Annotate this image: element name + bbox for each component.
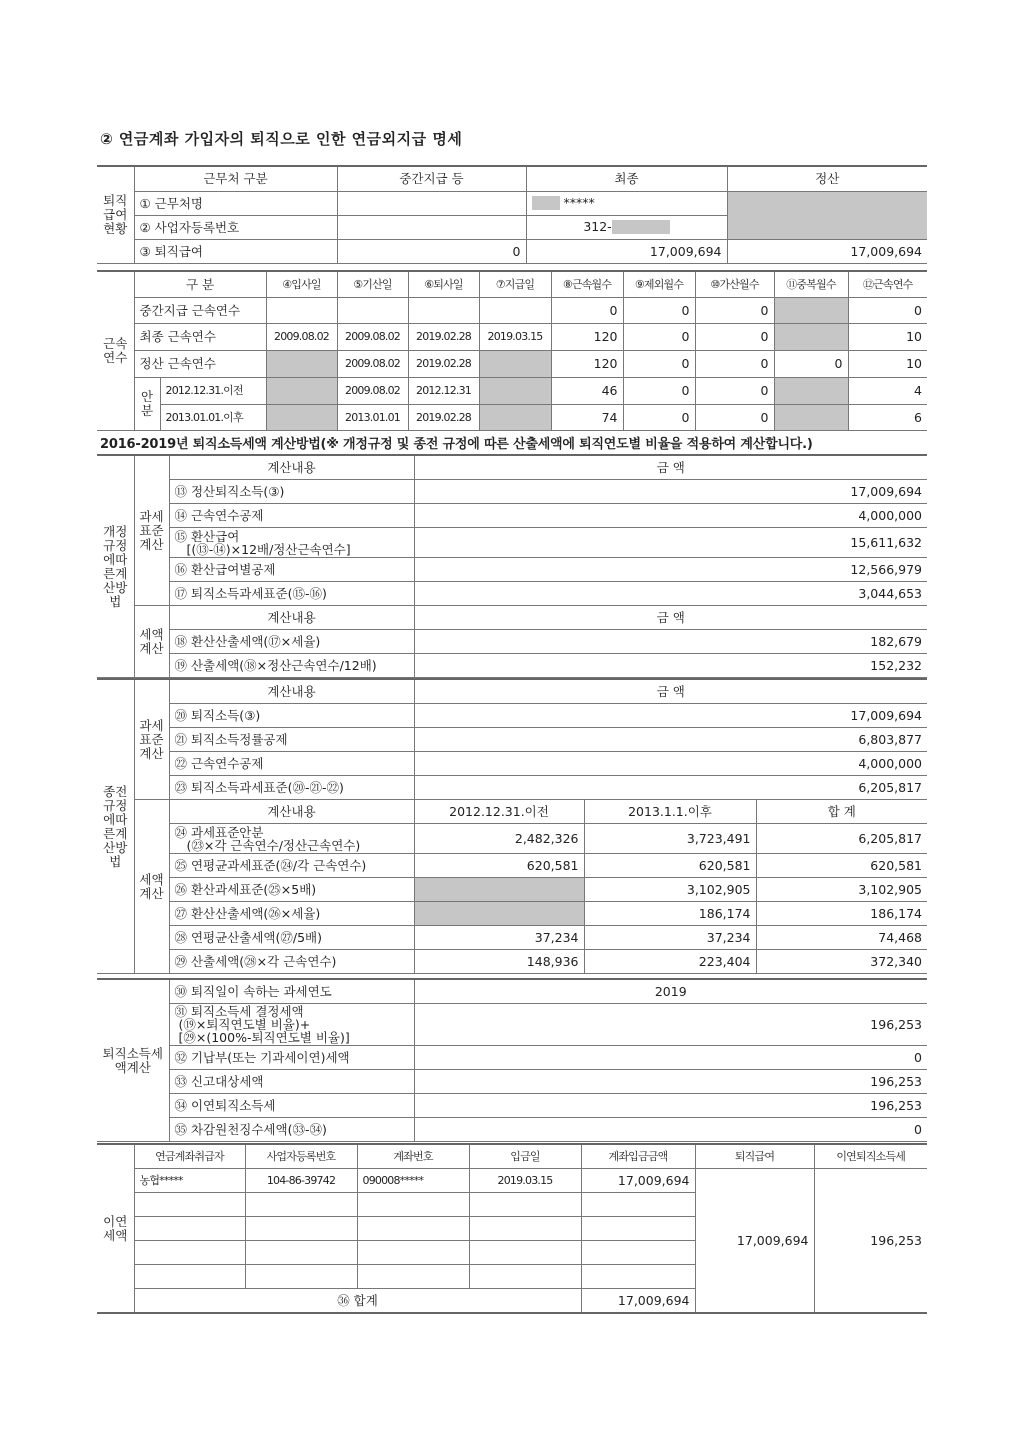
service-cell: 120 [551, 350, 623, 377]
sec2-head-category: 구 분 [134, 271, 266, 297]
calc-sum: 3,102,905 [756, 878, 927, 902]
calc-label [169, 824, 414, 854]
calc-label: ㉝ 신고대상세액 [169, 1070, 414, 1094]
empty-cell [357, 1265, 469, 1289]
shaded-cell [479, 404, 551, 430]
empty-cell [469, 1193, 581, 1217]
form-title: ② 연금계좌 가입자의 퇴직으로 인한 연금외지급 명세 [100, 130, 463, 148]
calc-label [169, 528, 414, 558]
workplace-name-label: ① 근무처명 [134, 191, 337, 215]
calc-label: ⑰ 퇴직소득과세표준(⑮-⑯) [169, 582, 414, 606]
shaded-cell [414, 878, 584, 902]
retirement-pay-label: ③ 퇴직급여 [134, 239, 337, 263]
service-cell: 4 [848, 377, 927, 404]
calc-value: 3,044,653 [414, 582, 927, 606]
empty-cell [581, 1193, 695, 1217]
calc-after: 186,174 [584, 902, 756, 926]
calc-label: ㉙ 산출세액(㉘×각 근속연수) [169, 950, 414, 974]
business-number-final [526, 215, 727, 239]
service-cell: 2009.08.02 [266, 323, 337, 350]
calc-value: 152,232 [414, 654, 927, 678]
calc-label [169, 1004, 414, 1046]
shaded-cell [774, 323, 848, 350]
retirement-pay-calc: 17,009,694 [727, 239, 927, 263]
empty-cell [245, 1193, 357, 1217]
calc-label-line2: (㉓×각 근속연수/정산근속연수) [186, 837, 361, 853]
empty-cell [581, 1241, 695, 1265]
sec2-head-pay: ⑦지급일 [479, 271, 551, 297]
shaded-cell [774, 377, 848, 404]
sec4-sub1-label: 과세표준계산 [134, 679, 169, 800]
revised-rule-table [97, 454, 927, 678]
calc-value: 0 [414, 1046, 927, 1070]
service-cell: 0 [774, 350, 848, 377]
shaded-cell [266, 377, 337, 404]
calc-label: ⑳ 퇴직소득(③) [169, 704, 414, 728]
empty-cell [469, 1217, 581, 1241]
shaded-cell [479, 350, 551, 377]
calc-label: ⑬ 정산퇴직소득(③) [169, 480, 414, 504]
sec6-side-label: 이연세액 [97, 1144, 134, 1313]
head-retire-pay: 퇴직급여 [695, 1144, 814, 1169]
total-value: 17,009,694 [581, 1289, 695, 1314]
business-number-final-value: 312- [583, 218, 612, 234]
service-cell: 0 [695, 323, 774, 350]
service-cell: 0 [695, 404, 774, 430]
service-cell: 2009.08.02 [337, 350, 408, 377]
empty-cell [134, 1193, 245, 1217]
calc-value: 196,253 [414, 1070, 927, 1094]
sec1-head-calc: 정산 [727, 166, 927, 191]
service-cell: 0 [623, 377, 695, 404]
calc-value: 196,253 [414, 1094, 927, 1118]
service-row-label: 2012.12.31.이전 [160, 377, 266, 404]
calc-label: ㉕ 연평균과세표준(㉔/각 근속연수) [169, 854, 414, 878]
sec1-side-label: 퇴직급여현황 [97, 166, 134, 263]
calc-label: ⑱ 환산산출세액(⑰×세율) [169, 630, 414, 654]
retirement-pay-final: 17,009,694 [526, 239, 727, 263]
calc-label: ㉘ 연평균산출세액(㉗/5배) [169, 926, 414, 950]
business-number-mid [337, 215, 526, 239]
shaded-cell [266, 404, 337, 430]
deposit-date: 2019.03.15 [469, 1169, 581, 1193]
calc-value: 4,000,000 [414, 752, 927, 776]
retirement-pay-status-table [97, 165, 927, 264]
service-years-table [97, 270, 927, 431]
workplace-name-final [526, 191, 727, 215]
empty-cell [134, 1265, 245, 1289]
service-cell: 0 [848, 297, 927, 323]
deferred-tax-table [97, 1143, 927, 1314]
calc-after: 3,723,491 [584, 824, 756, 854]
empty-cell [134, 1241, 245, 1265]
calc-label-line1: ㉔ 과세표준안분 [174, 824, 264, 840]
sec4-head2-sum: 합 계 [756, 800, 927, 824]
deferred-tax-value: 196,253 [814, 1169, 927, 1314]
retirement-tax-calc-table [97, 978, 927, 1142]
sec4-col-calc: 계산내용 [169, 679, 414, 704]
empty-cell [134, 1217, 245, 1241]
service-cell: 10 [848, 323, 927, 350]
sec2-head-years: ⑫근속연수 [848, 271, 927, 297]
empty-cell [469, 1265, 581, 1289]
calc-label: ㉟ 차감원천징수세액(㉝-㉞) [169, 1118, 414, 1142]
service-cell: 2019.03.15 [479, 323, 551, 350]
head-deferred-tax: 이연퇴직소득세 [814, 1144, 927, 1169]
account-number: 090008***** [357, 1169, 469, 1193]
sec1-head-final: 최종 [526, 166, 727, 191]
service-cell: 0 [551, 297, 623, 323]
service-cell: 120 [551, 323, 623, 350]
shaded-cell [414, 902, 584, 926]
service-cell [266, 297, 337, 323]
sec3-col-amt2: 금 액 [414, 606, 927, 630]
calc-before: 620,581 [414, 854, 584, 878]
service-cell: 2019.02.28 [408, 404, 479, 430]
calc-before: 2,482,326 [414, 824, 584, 854]
service-cell: 0 [623, 323, 695, 350]
sec3-col-calc: 계산내용 [169, 455, 414, 480]
calc-sum: 74,468 [756, 926, 927, 950]
empty-cell [245, 1241, 357, 1265]
empty-cell [357, 1241, 469, 1265]
calc-after: 37,234 [584, 926, 756, 950]
service-cell: 0 [695, 297, 774, 323]
sec2-side-label: 근속연수 [97, 271, 134, 430]
head-deposit-date: 입금일 [469, 1144, 581, 1169]
sec5-side-label: 퇴직소득세액계산 [97, 979, 169, 1142]
calc-label: ⑲ 산출세액(⑱×정산근속연수/12배) [169, 654, 414, 678]
calc-label: ㉑ 퇴직소득정률공제 [169, 728, 414, 752]
workplace-name-final-value: ***** [563, 194, 595, 210]
empty-cell [581, 1265, 695, 1289]
service-cell: 0 [623, 350, 695, 377]
pension-provider: 농협***** [134, 1169, 245, 1193]
service-cell: 2012.12.31 [408, 377, 479, 404]
service-cell: 0 [623, 404, 695, 430]
service-cell [408, 297, 479, 323]
service-cell: 0 [695, 350, 774, 377]
service-cell: 6 [848, 404, 927, 430]
calc-before: 148,936 [414, 950, 584, 974]
calc-value: 182,679 [414, 630, 927, 654]
service-cell: 2009.08.02 [337, 377, 408, 404]
service-row-label: 2013.01.01.이후 [160, 404, 266, 430]
calc-label: ㉜ 기납부(또는 기과세이연)세액 [169, 1046, 414, 1070]
service-cell [479, 297, 551, 323]
calc-after: 620,581 [584, 854, 756, 878]
service-cell: 10 [848, 350, 927, 377]
sec3-side-label: 개정규정에따른계산방법 [97, 455, 134, 678]
sec2-sub-side-label: 안분 [134, 377, 160, 430]
calc-label: ㉒ 근속연수공제 [169, 752, 414, 776]
calc-after: 3,102,905 [584, 878, 756, 902]
service-row-label: 최종 근속연수 [134, 323, 266, 350]
calc-label-line1: ㉛ 퇴직소득세 결정세액 [174, 1004, 304, 1019]
retirement-pay-mid: 0 [337, 239, 526, 263]
sec3-col-calc2: 계산내용 [169, 606, 414, 630]
redaction-block [612, 220, 670, 234]
calc-label: ㉓ 퇴직소득과세표준(⑳-㉑-㉒) [169, 776, 414, 800]
sec4-head2-before: 2012.12.31.이전 [414, 800, 584, 824]
service-row-label: 중간지급 근속연수 [134, 297, 266, 323]
calc-label-line2: [(⑬-⑭)×12배/정산근속연수] [186, 541, 351, 557]
redaction-block [532, 196, 560, 210]
business-number-label: ② 사업자등록번호 [134, 215, 337, 239]
calc-label: ㉚ 퇴직일이 속하는 과세연도 [169, 979, 414, 1004]
empty-cell [581, 1217, 695, 1241]
calc-value: 17,009,694 [414, 480, 927, 504]
service-cell: 0 [623, 297, 695, 323]
sec4-col-amt: 금 액 [414, 679, 927, 704]
calc-value: 6,205,817 [414, 776, 927, 800]
empty-cell [245, 1265, 357, 1289]
sec2-head-leave: ⑥퇴사일 [408, 271, 479, 297]
calc-sum: 186,174 [756, 902, 927, 926]
sec2-head-add: ⑩가산월수 [695, 271, 774, 297]
calc-label-line2: (⑲×퇴직연도별 비율)+ [178, 1017, 311, 1032]
sec4-head2-after: 2013.1.1.이후 [584, 800, 756, 824]
shaded-cell [479, 377, 551, 404]
calc-value: 6,803,877 [414, 728, 927, 752]
service-cell: 0 [695, 377, 774, 404]
empty-cell [357, 1193, 469, 1217]
empty-cell [469, 1241, 581, 1265]
total-label: ㊱ 합계 [134, 1289, 581, 1314]
calc-after: 223,404 [584, 950, 756, 974]
calc-label: ⑭ 근속연수공제 [169, 504, 414, 528]
retire-pay-value: 17,009,694 [695, 1169, 814, 1314]
calc-sum: 372,340 [756, 950, 927, 974]
sec4-side-label: 종전규정에따른계산방법 [97, 679, 134, 974]
calc-shaded-cell [727, 191, 927, 239]
calc-before: 37,234 [414, 926, 584, 950]
calc-value: 0 [414, 1118, 927, 1142]
head-account-number: 계좌번호 [357, 1144, 469, 1169]
service-cell: 2013.01.01 [337, 404, 408, 430]
sec2-head-dup: ⑪중복월수 [774, 271, 848, 297]
sec2-head-start: ⑤기산일 [337, 271, 408, 297]
service-cell [337, 297, 408, 323]
sec2-head-hire: ④입사일 [266, 271, 337, 297]
calc-label: ㉞ 이연퇴직소득세 [169, 1094, 414, 1118]
sec3-col-amt: 금 액 [414, 455, 927, 480]
calc-value: 12,566,979 [414, 558, 927, 582]
service-cell: 2009.08.02 [337, 323, 408, 350]
head-deposit-amount: 계좌입금금액 [581, 1144, 695, 1169]
sec3-sub2-label: 세액계산 [134, 606, 169, 678]
calc-label: ㉗ 환산산출세액(㉖×세율) [169, 902, 414, 926]
calc-label-line1: ⑮ 환산급여 [174, 528, 240, 544]
business-number: 104-86-39742 [245, 1169, 357, 1193]
service-cell: 74 [551, 404, 623, 430]
service-row-label: 정산 근속연수 [134, 350, 266, 377]
sec2-head-excl: ⑨제외월수 [623, 271, 695, 297]
service-cell: 46 [551, 377, 623, 404]
calc-label: ㉖ 환산과세표준(㉕×5배) [169, 878, 414, 902]
calculation-method-header: 2016-2019년 퇴직소득세액 계산방법(※ 개정규정 및 종전 규정에 따른 산출세액에 퇴직연도별 비율을 적용하여 계산합니다.) [100, 437, 813, 452]
sec1-head-workplace: 근무처 구분 [134, 166, 337, 191]
empty-cell [357, 1217, 469, 1241]
sec4-sub2-label: 세액계산 [134, 800, 169, 974]
calc-value: 17,009,694 [414, 704, 927, 728]
calc-label: ⑯ 환산급여별공제 [169, 558, 414, 582]
head-pension-provider: 연금계좌취급자 [134, 1144, 245, 1169]
sec2-head-months: ⑧근속월수 [551, 271, 623, 297]
service-cell: 2019.02.28 [408, 323, 479, 350]
head-business-number: 사업자등록번호 [245, 1144, 357, 1169]
empty-cell [245, 1217, 357, 1241]
sec3-sub1-label: 과세표준계산 [134, 455, 169, 606]
shaded-cell [774, 297, 848, 323]
calc-sum: 620,581 [756, 854, 927, 878]
shaded-cell [266, 350, 337, 377]
sec1-head-mid: 중간지급 등 [337, 166, 526, 191]
calc-value: 2019 [414, 979, 927, 1004]
calc-sum: 6,205,817 [756, 824, 927, 854]
deposit-amount: 17,009,694 [581, 1169, 695, 1193]
calc-value: 15,611,632 [414, 528, 927, 558]
calc-value: 4,000,000 [414, 504, 927, 528]
shaded-cell [774, 404, 848, 430]
service-cell: 2019.02.28 [408, 350, 479, 377]
calc-label-line3: [㉙×(100%-퇴직연도별 비율)] [178, 1030, 350, 1045]
calc-value: 196,253 [414, 1004, 927, 1046]
workplace-name-mid [337, 191, 526, 215]
sec4-head2-calc: 계산내용 [169, 800, 414, 824]
previous-rule-table [97, 678, 927, 974]
